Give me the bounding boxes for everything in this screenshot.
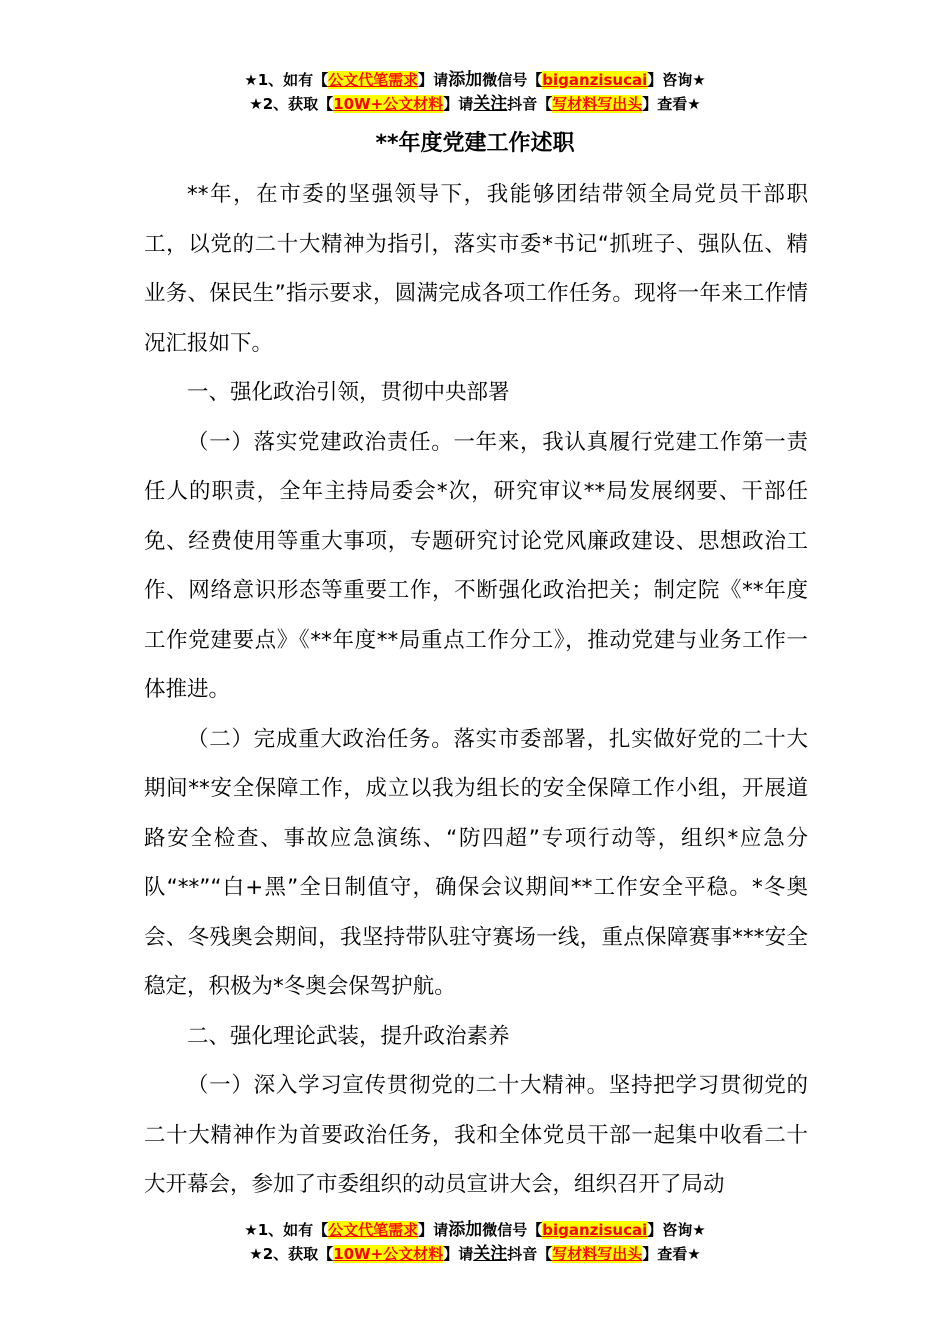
- paragraph: （一）落实党建政治责任。一年来，我认真履行党建工作第一责任人的职责，全年主持局委会*次，研究审议**局发展纲要、干部任免、经费使用等重大事项，专题研究讨论党风廉政建设、思想政治工作、网络意识形态等重要工作，不断强化政治把关；制定院《**年度工作党建要点》《**年度**局重点工作分工》，推动党建与业务工作一体推进。: [144, 429, 808, 702]
- banner-text: 】请: [418, 71, 449, 89]
- banner-text: 】请: [443, 1245, 474, 1263]
- document-title: **年度党建工作述职: [375, 131, 575, 156]
- banner-emphasis: 关注: [473, 1244, 508, 1264]
- paragraph: （二）完成重大政治任务。落实市委部署，扎实做好党的二十大期间**安全保障工作，成立以我为组长的安全保障工作小组，开展道路安全检查、事故应急演练、“防四超”专项行动等，组织*应急分队“**”“白+黑”全日制值守，确保会议期间**工作安全平稳。*冬奥会、冬残奥会期间，我坚持带队驻守赛场一线，重点保障赛事***安全稳定，积极为*冬奥会保驾护航。: [144, 726, 808, 999]
- banner-highlight: 10W+公文材料: [333, 95, 444, 113]
- banner-text: 】查看★: [642, 1245, 701, 1263]
- banner-text: 】查看★: [642, 95, 701, 113]
- section-heading: 二、强化理论武装，提升政治素养: [187, 1023, 510, 1049]
- banner-text: ★1、如有【: [244, 1221, 329, 1239]
- banner-line-2: [0, 92, 950, 116]
- banner-highlight: 公文代笔需求: [328, 71, 419, 89]
- section-heading: 一、强化政治引领，贯彻中央部署: [187, 380, 510, 405]
- banner-text: 抖音【: [507, 1245, 553, 1263]
- banner-text: 】请: [443, 95, 474, 113]
- banner-text: 】咨询★: [647, 71, 706, 89]
- banner-text: ★2、获取【: [249, 95, 334, 113]
- banner-line-1: [0, 68, 950, 92]
- top-ad-banner: [0, 68, 950, 116]
- paragraph: （一）深入学习宣传贯彻党的二十大精神。坚持把学习贯彻党的二十大精神作为首要政治任务，我和全体党员干部一起集中收看二十大开幕会，参加了市委组织的动员宣讲大会，组织召开了局动: [144, 1073, 808, 1197]
- banner-highlight: biganzisucai: [542, 1221, 648, 1239]
- paragraph: **年，在市委的坚强领导下，我能够团结带领全局党员干部职工，以党的二十大精神为指引，落实市委*书记“抓班子、强队伍、精业务、保民生”指示要求，圆满完成各项工作任务。现将一年来工作情况汇报如下。: [144, 182, 808, 356]
- banner-highlight: biganzisucai: [542, 71, 648, 89]
- banner-text: 抖音【: [507, 95, 553, 113]
- banner-text: 微信号【: [482, 1221, 543, 1239]
- document-body: [144, 170, 808, 1210]
- bottom-ad-banner: [0, 1218, 950, 1266]
- banner-line-1: [0, 1218, 950, 1242]
- banner-text: ★1、如有【: [244, 71, 329, 89]
- banner-text: 微信号【: [482, 71, 543, 89]
- banner-text: 】咨询★: [647, 1221, 706, 1239]
- banner-emphasis: 添加: [448, 70, 483, 90]
- banner-text: 】请: [418, 1221, 449, 1239]
- banner-emphasis: 添加: [448, 1220, 483, 1240]
- banner-line-2: [0, 1242, 950, 1266]
- banner-text: ★2、获取【: [249, 1245, 334, 1263]
- banner-highlight: 公文代笔需求: [328, 1221, 419, 1239]
- banner-highlight: 写材料写出头: [552, 1245, 643, 1263]
- banner-highlight: 写材料写出头: [552, 95, 643, 113]
- banner-emphasis: 关注: [473, 94, 508, 114]
- banner-highlight: 10W+公文材料: [333, 1245, 444, 1263]
